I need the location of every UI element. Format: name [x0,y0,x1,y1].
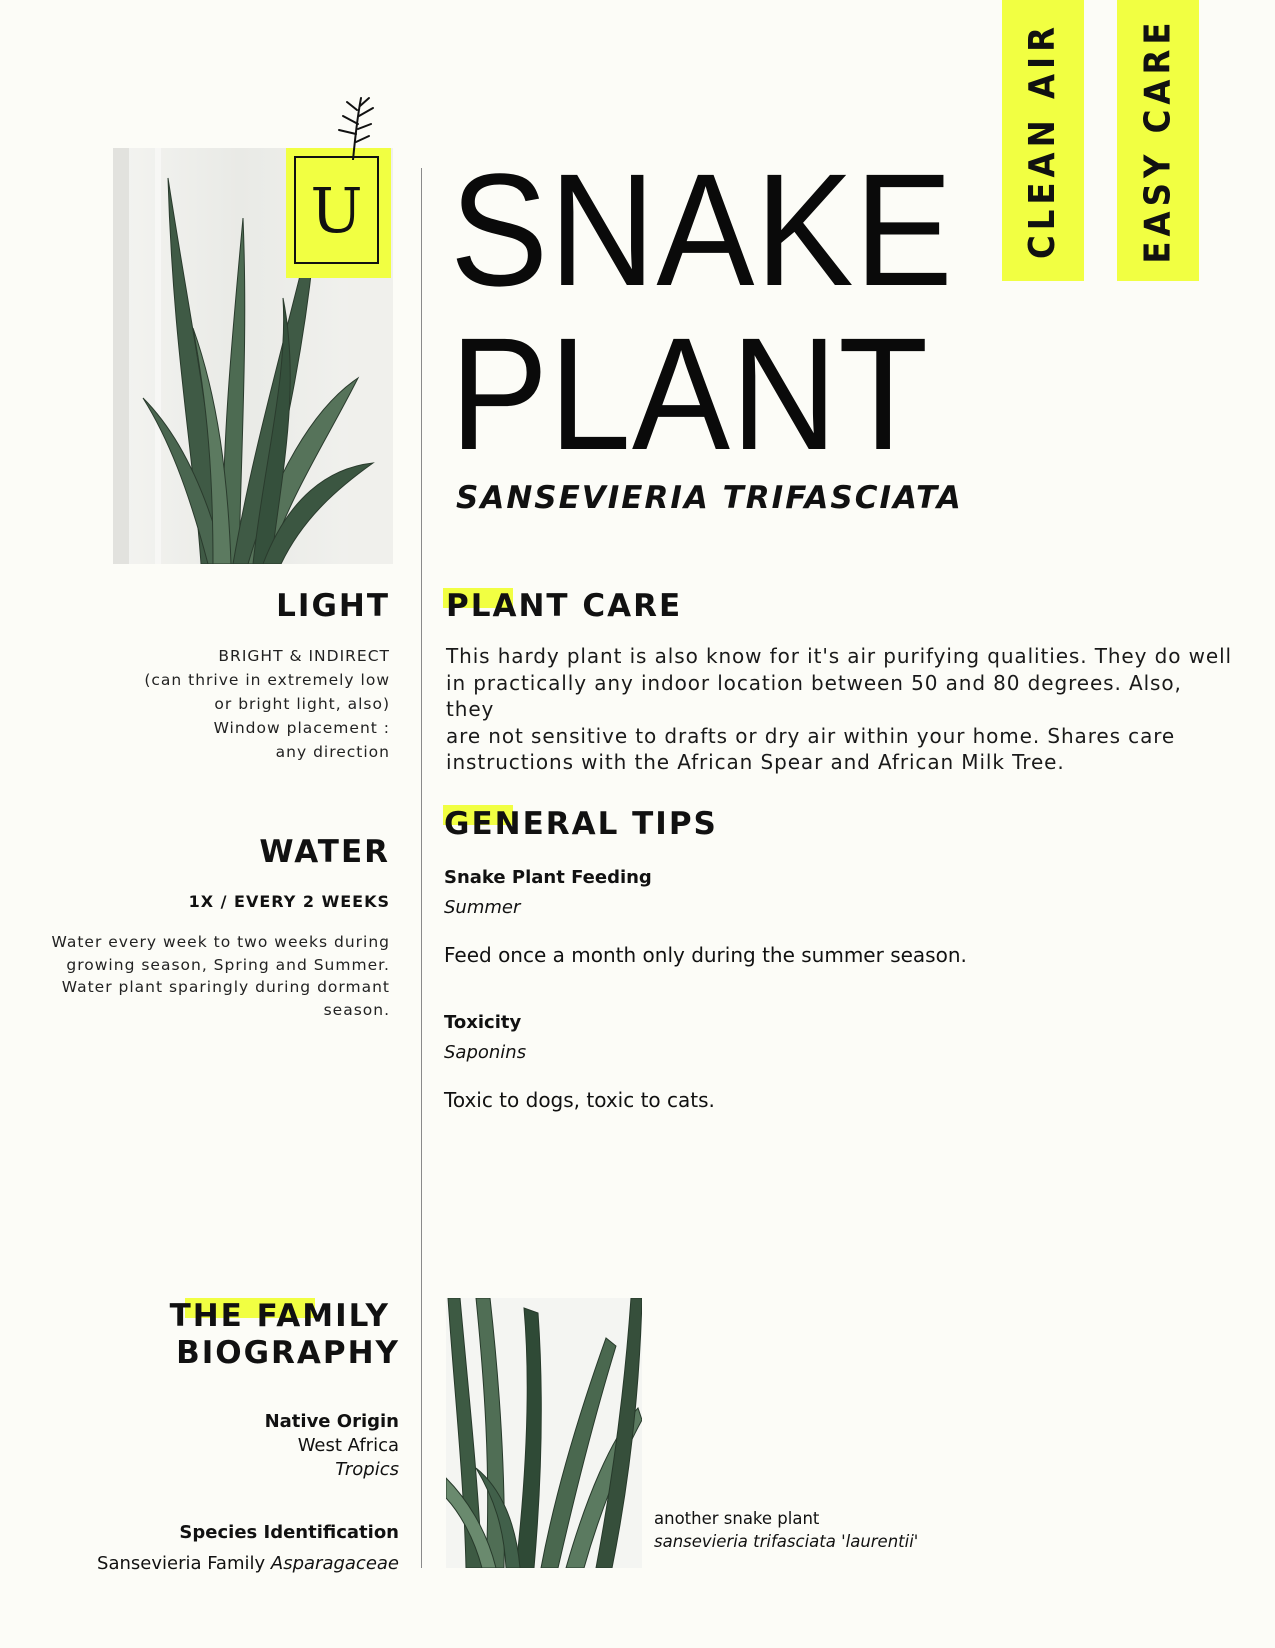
species-label: Species Identification [179,1522,399,1543]
title-line-2: PLANT [450,304,930,483]
tag-clean-air-label: CLEAN AIR [1022,21,1064,260]
plant-care-line: in practically any indoor location between 50 and 80 degrees. Also, they [446,670,1182,721]
origin-label: Native Origin [264,1411,399,1432]
sprig-icon [325,94,385,160]
plant-care-text [446,643,1236,776]
tag-easy-care-label: EASY CARE [1137,17,1179,264]
caption-line-2: sansevieria trifasciata 'laurentii' [654,1532,919,1551]
title-line-1: SNAKE [450,140,954,319]
tag-easy-care [1117,0,1199,281]
toxicity-subtitle: Saponins [444,1042,527,1063]
tag-clean-air [1002,0,1084,281]
light-heading: LIGHT [276,588,390,624]
species-line [97,1548,399,1579]
light-line: Window placement : [213,719,390,737]
family-heading [170,1298,400,1372]
plant-care-heading: PLANT CARE [446,588,683,624]
laurentii-leaves [446,1298,642,1568]
toxicity-title: Toxicity [444,1012,522,1033]
light-line: or bright light, also) [214,695,390,713]
toxicity-text: Toxic to dogs, toxic to cats. [444,1088,715,1112]
feeding-subtitle: Summer [444,897,521,918]
photo-caption [654,1507,918,1553]
plant-care-line: are not sensitive to drafts or dry air within your home. Shares care [446,723,1176,748]
water-line: Water every week to two weeks during [51,933,390,951]
species-family: Asparagaceae [270,1553,399,1574]
water-details [0,931,390,1021]
plant-care-line: instructions with the African Spear and African Milk Tree. [446,750,1065,774]
general-tips-heading: GENERAL TIPS [444,806,718,842]
water-line: season. [323,1000,390,1019]
water-line: growing season, Spring and Summer. [66,955,390,974]
species-block [97,1517,399,1579]
light-line: BRIGHT & INDIRECT [218,647,390,665]
family-heading-line-2: BIOGRAPHY [176,1335,400,1371]
brand-logo [286,148,391,278]
origin-block [265,1410,399,1482]
caption-line-1: another snake plant [654,1509,820,1528]
feeding-text: Feed once a month only during the summer season. [444,943,967,967]
species-value: Sansevieria Family [97,1553,266,1574]
water-line: Water plant sparingly during dormant [61,978,390,996]
light-line: (can thrive in extremely low [144,671,390,689]
feeding-title: Snake Plant Feeding [444,867,652,888]
page-title [450,140,954,483]
light-line: any direction [275,743,390,761]
scientific-name: SANSEVIERIA TRIFASCIATA [456,480,963,516]
plant-care-line: This hardy plant is also know for it's air purifying qualities. They do well [446,644,1232,668]
light-details [0,644,390,764]
divider-line [421,168,422,1568]
family-heading-line-1: THE FAMILY [169,1298,390,1334]
origin-sub: Tropics [335,1459,399,1480]
logo-letter: U [310,173,363,247]
origin-value: West Africa [297,1435,399,1456]
water-heading: WATER [259,834,390,870]
laurentii-photo [446,1298,642,1568]
water-frequency: 1X / EVERY 2 WEEKS [188,892,390,911]
